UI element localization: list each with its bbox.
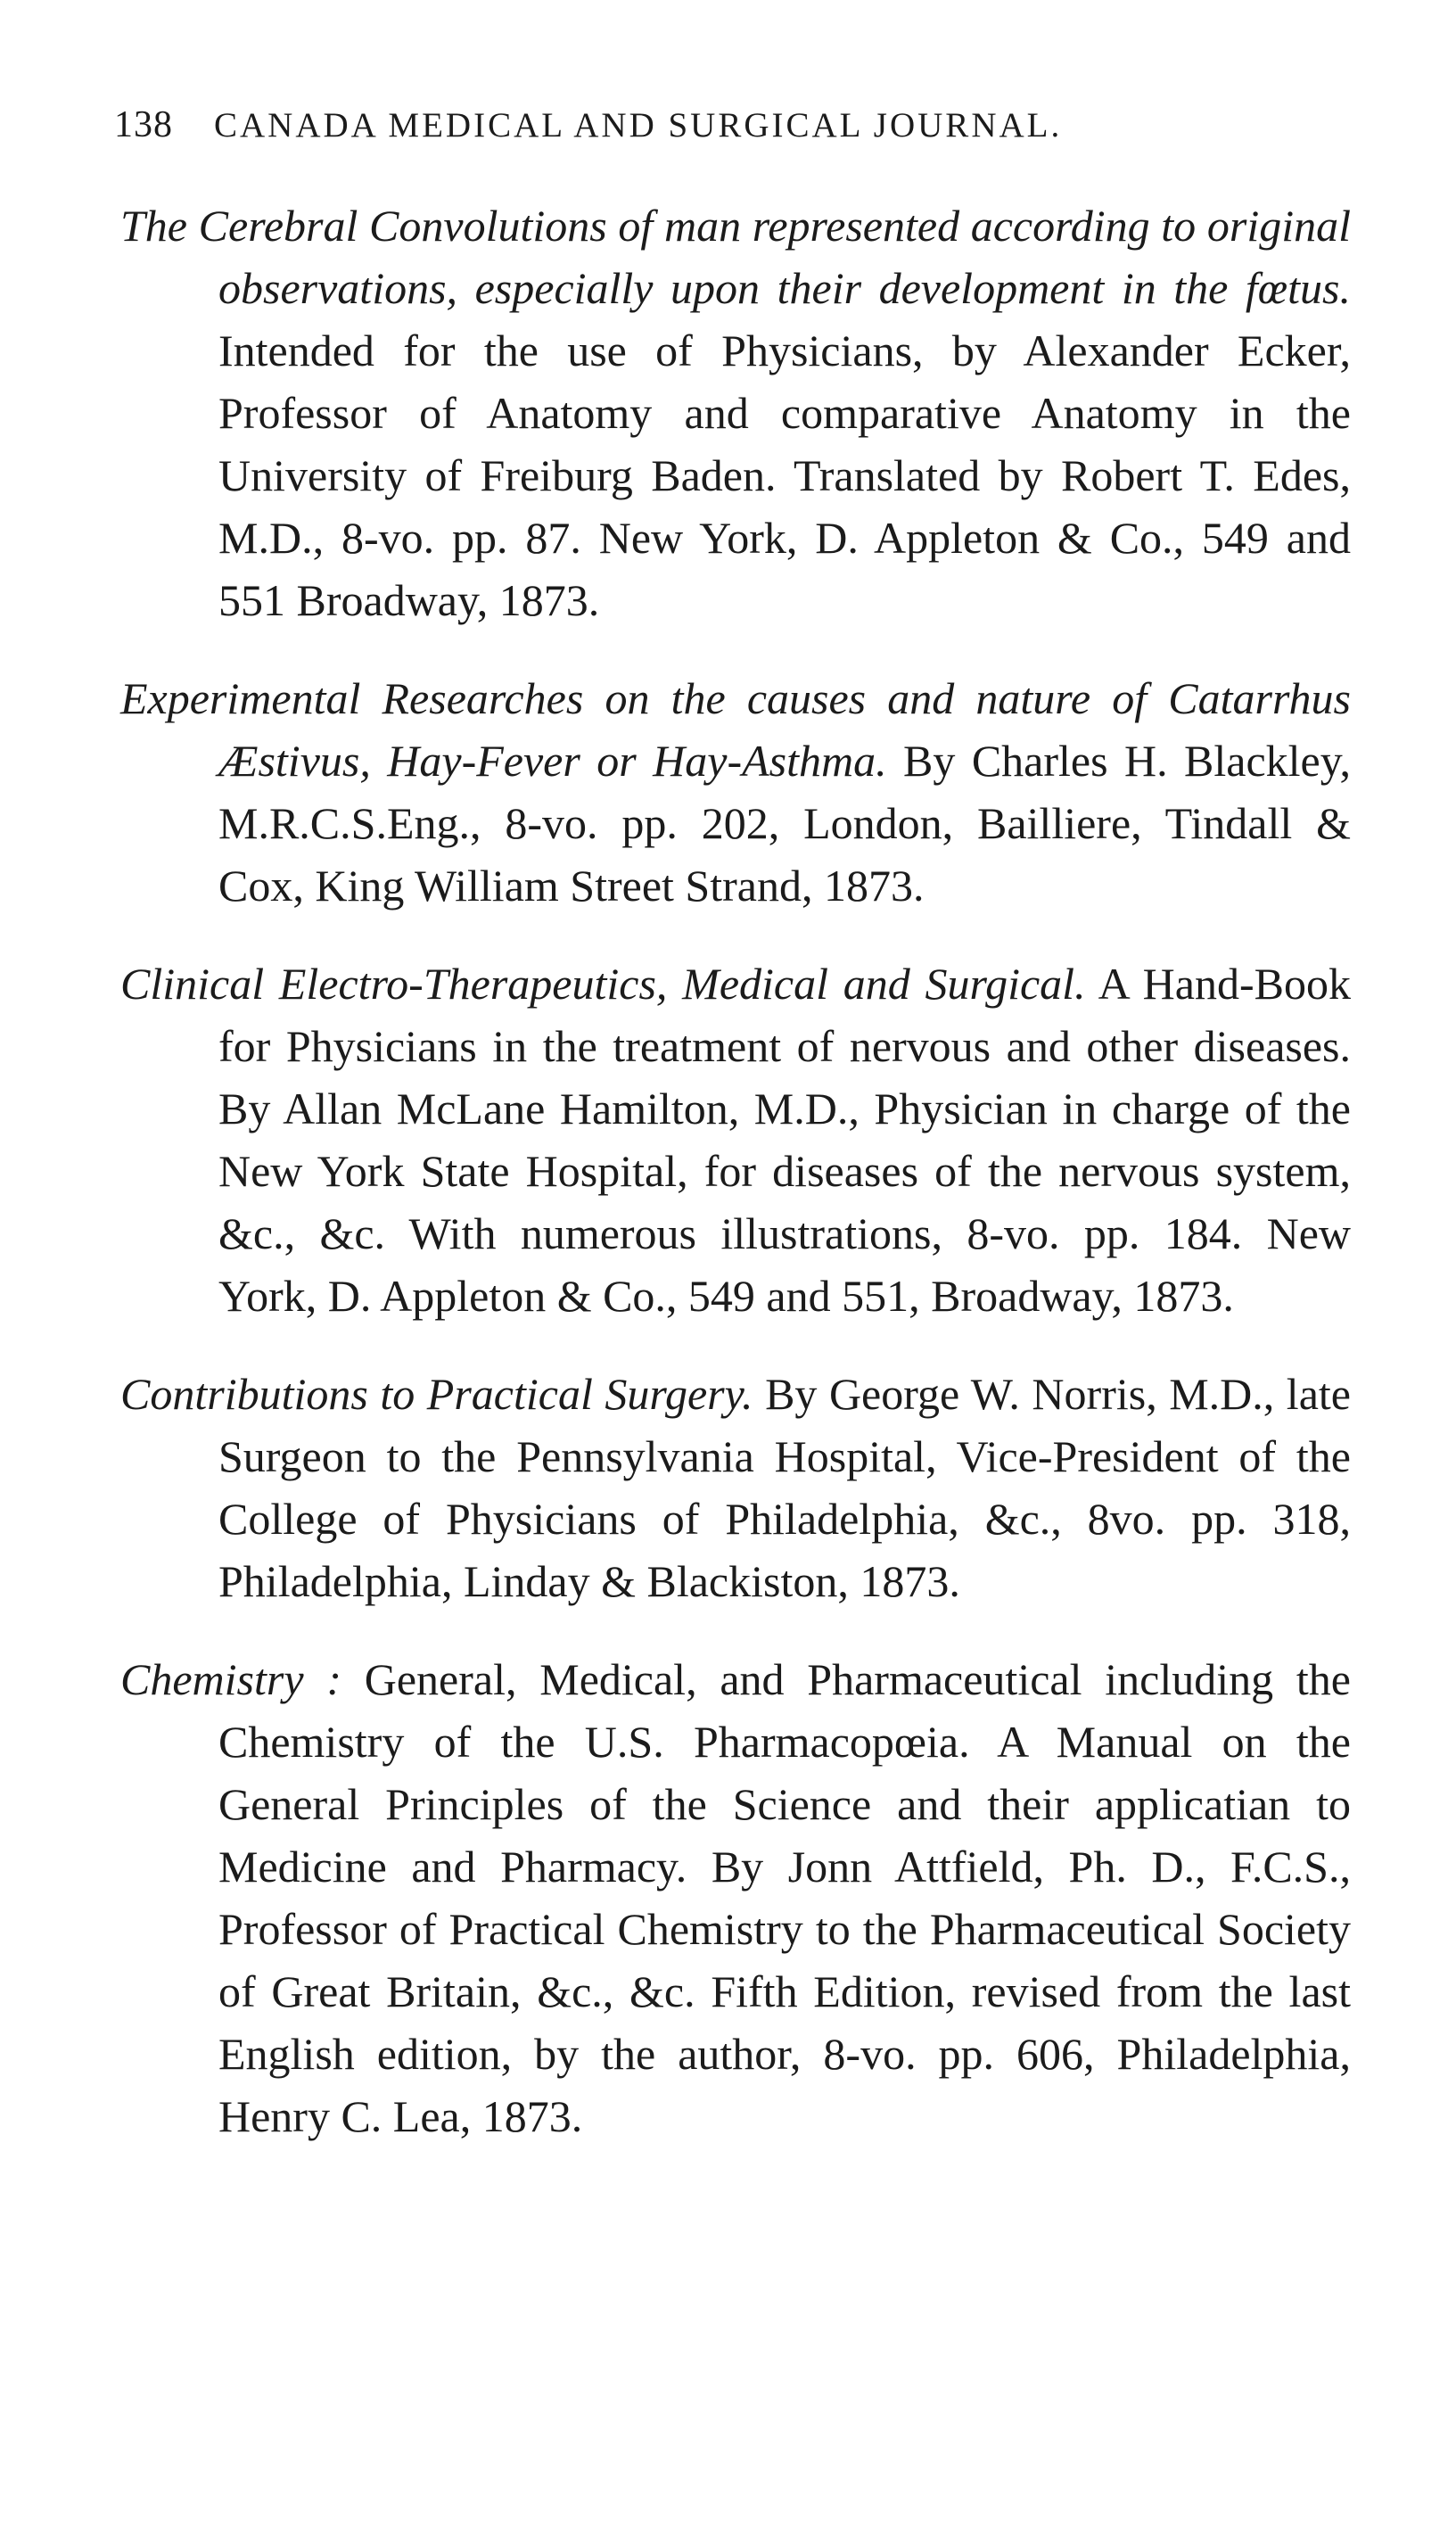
book-title: Chemistry : xyxy=(120,1654,341,1704)
book-title: Contributions to Practical Surgery. xyxy=(120,1369,753,1419)
book-details: A Hand-Book for Physicians in the treatment of nervous and other diseases. By Allan McLane Hamilton, M.D., Physician in charge of the New York State Hospital, for diseases of the nervous system, &c., &c. With numerous illustrations, 8-vo. pp. 184. New York, D. Appleton & Co., 549 and 551, Broadway, 1873. xyxy=(218,959,1351,1321)
book-title: Clinical Electro-Therapeutics, Medical and Surgical. xyxy=(120,959,1086,1009)
book-entry-chemistry xyxy=(120,1648,1351,2147)
book-notices-list xyxy=(120,194,1351,2183)
book-title: Experimental Researches on the causes and nature of Catarrhus Æstivus, Hay-Fever or Hay-Asthma. xyxy=(120,673,1351,786)
running-header xyxy=(114,98,1362,152)
book-details: By George W. Norris, M.D., late Surgeon to the Pennsylvania Hospital, Vice-President of the College of Physicians of Philadelphia, &c., 8vo. pp. 318, Philadelphia, Linday & Blackiston, 1873. xyxy=(218,1369,1351,1606)
book-entry-hay-fever xyxy=(120,667,1351,917)
book-details: Intended for the use of Physicians, by Alexander Ecker, Professor of Anatomy and comparative Anatomy in the University of Freiburg Baden. Translated by Robert T. Edes, M.D., 8-vo. pp. 87. New York, D. Appleton & Co., 549 and 551 Broadway, 1873. xyxy=(218,326,1351,625)
book-entry-cerebral-convolutions xyxy=(120,194,1351,631)
book-entry-electro-therapeutics xyxy=(120,952,1351,1327)
book-entry-practical-surgery xyxy=(120,1363,1351,1612)
journal-title: CANADA MEDICAL AND SURGICAL JOURNAL. xyxy=(214,106,1063,144)
book-details: By Charles H. Blackley, M.R.C.S.Eng., 8-vo. pp. 202, London, Bailliere, Tindall & Cox, King William Street Strand, 1873. xyxy=(218,736,1351,911)
page-number: 138 xyxy=(114,104,173,145)
book-details: General, Medical, and Pharmaceutical including the Chemistry of the U.S. Pharmacopœia. A Manual on the General Principles of the Science and their applicatian to Medicine and Pharmacy. By Jonn Attfield, Ph. D., F.C.S., Professor of Practical Chemistry to the Pharmaceutical Society of Great Britain, &c., &c. Fifth Edition, revised from the last English edition, by the author, 8-vo. pp. 606, Philadelphia, Henry C. Lea, 1873. xyxy=(218,1654,1351,2141)
book-title: The Cerebral Convolutions of man represented according to original observations, especially upon their development in the fœtus. xyxy=(120,201,1351,313)
